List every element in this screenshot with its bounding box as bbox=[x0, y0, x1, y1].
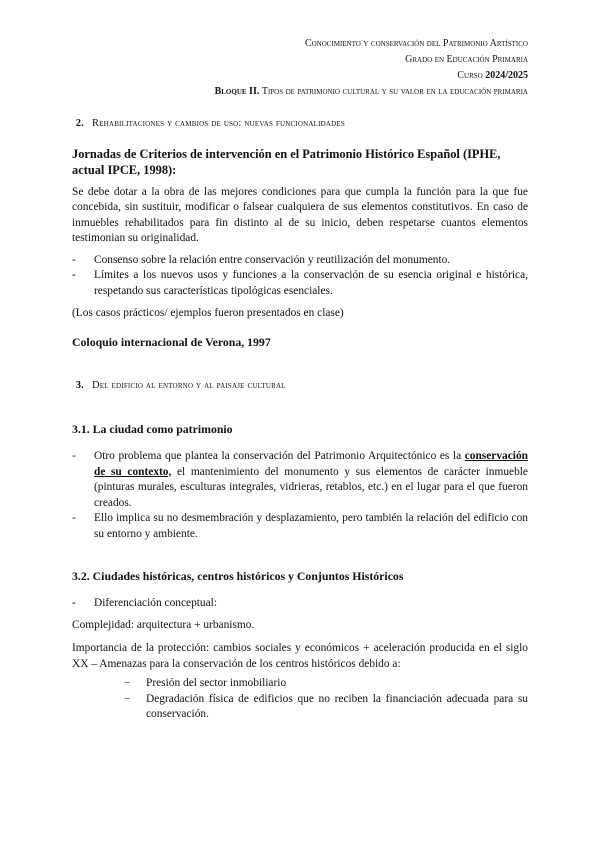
header-year-value: 2024/2025 bbox=[485, 70, 528, 81]
document-body bbox=[72, 116, 528, 723]
header-year-label: Curso bbox=[457, 70, 483, 81]
section-number: 3. bbox=[75, 379, 84, 391]
bullet-marker: - bbox=[72, 253, 76, 266]
list-item-text: Ello implica su no desmembración y desplazamiento, pero también la relación del edificio con su entorno y ambiente. bbox=[94, 512, 528, 540]
bullet-marker: - bbox=[72, 269, 76, 281]
conceptual-list bbox=[72, 596, 528, 612]
bullet-marker: - bbox=[72, 512, 76, 524]
header-degree: Grado en Educación Primaria bbox=[405, 54, 528, 65]
header-block bbox=[215, 84, 528, 100]
iphe-bullet-list bbox=[72, 253, 528, 300]
section-title: Del edificio al entorno y al paisaje cultural bbox=[92, 379, 286, 391]
list-item bbox=[72, 692, 528, 723]
subsection-3-2-title: 3.2. Ciudades históricas, centros históricos y Conjuntos Históricos bbox=[72, 569, 404, 583]
header-academic-year bbox=[215, 68, 528, 84]
examples-note: (Los casos prácticos/ ejemplos fueron presentados en clase) bbox=[72, 307, 344, 319]
list-item bbox=[72, 676, 528, 692]
list-item-text: Diferenciación conceptual: bbox=[94, 597, 218, 609]
list-item-text-pre: Otro problema que plantea la conservación del Patrimonio Arquitectónico es la bbox=[94, 450, 462, 462]
header-block-number: Bloque II. bbox=[214, 86, 260, 97]
iphe-subheading: Jornadas de Criterios de intervención en el Patrimonio Histórico Español (IPHE, actual IPCE, 1998): bbox=[72, 146, 501, 177]
list-item bbox=[72, 596, 528, 612]
section-number: 2. bbox=[75, 118, 84, 129]
verona-colloquium: Coloquio internacional de Verona, 1997 bbox=[72, 334, 271, 349]
list-item bbox=[72, 268, 528, 299]
bullet-marker: - bbox=[72, 450, 76, 462]
list-item-text: Límites a los nuevos usos y funciones a la conservación de su esencia original e histórica, respetando sus características tipológicas esenciales. bbox=[94, 269, 528, 297]
list-item bbox=[72, 449, 528, 511]
list-item-text: Presión del sector inmobiliario bbox=[146, 677, 287, 689]
bullet-marker: - bbox=[72, 597, 76, 609]
list-item-text: Consenso sobre la relación entre conservación y reutilización del monumento. bbox=[94, 253, 451, 266]
section-title: Rehabilitaciones y cambios de uso: nuevas funcionalidades bbox=[92, 118, 345, 129]
dash-marker: − bbox=[124, 692, 131, 705]
city-heritage-list bbox=[72, 449, 528, 542]
page-header bbox=[215, 36, 528, 100]
iphe-paragraph: Se debe dotar a la obra de las mejores condiciones para que cumpla la función para la que fue concebida, sin sustituir, modificar o falsear cualquiera de sus elementos constitutivos. En caso de inmuebles rehabilitados para fin distinto al de su inicio, deben respetarse cuantos elementos testimonian su originalidad. bbox=[72, 185, 528, 244]
complexity-paragraph: Complejidad: arquitectura + urbanismo. bbox=[72, 618, 255, 631]
list-item-text: Degradación física de edificios que no reciben la financiación adecuada para su conservación. bbox=[146, 692, 528, 720]
list-item bbox=[72, 511, 528, 542]
list-item bbox=[72, 253, 528, 269]
importance-paragraph: Importancia de la protección: cambios sociales y económicos + aceleración producida en el siglo XX – Amenazas para la conservación de los centros históricos debido a: bbox=[72, 642, 528, 670]
list-item-text-post: el mantenimiento del monumento y sus elementos de carácter inmueble (pinturas murales, esculturas integrales, vidrieras, retablos, etc.) en el lugar para el que fueron creados. bbox=[94, 465, 528, 509]
section-3-heading bbox=[72, 378, 528, 394]
subsection-3-1-title: 3.1. La ciudad como patrimonio bbox=[72, 422, 233, 436]
context-conservation-emphasis: conservación de su contexto, bbox=[94, 450, 528, 478]
dash-marker: − bbox=[124, 677, 131, 689]
threats-list bbox=[72, 676, 528, 723]
section-2-heading bbox=[72, 116, 528, 132]
header-block-title: Tipos de patrimonio cultural y su valor en la educación primaria bbox=[261, 86, 528, 97]
header-course-title: Conocimiento y conservación del Patrimonio Artístico bbox=[304, 38, 528, 49]
